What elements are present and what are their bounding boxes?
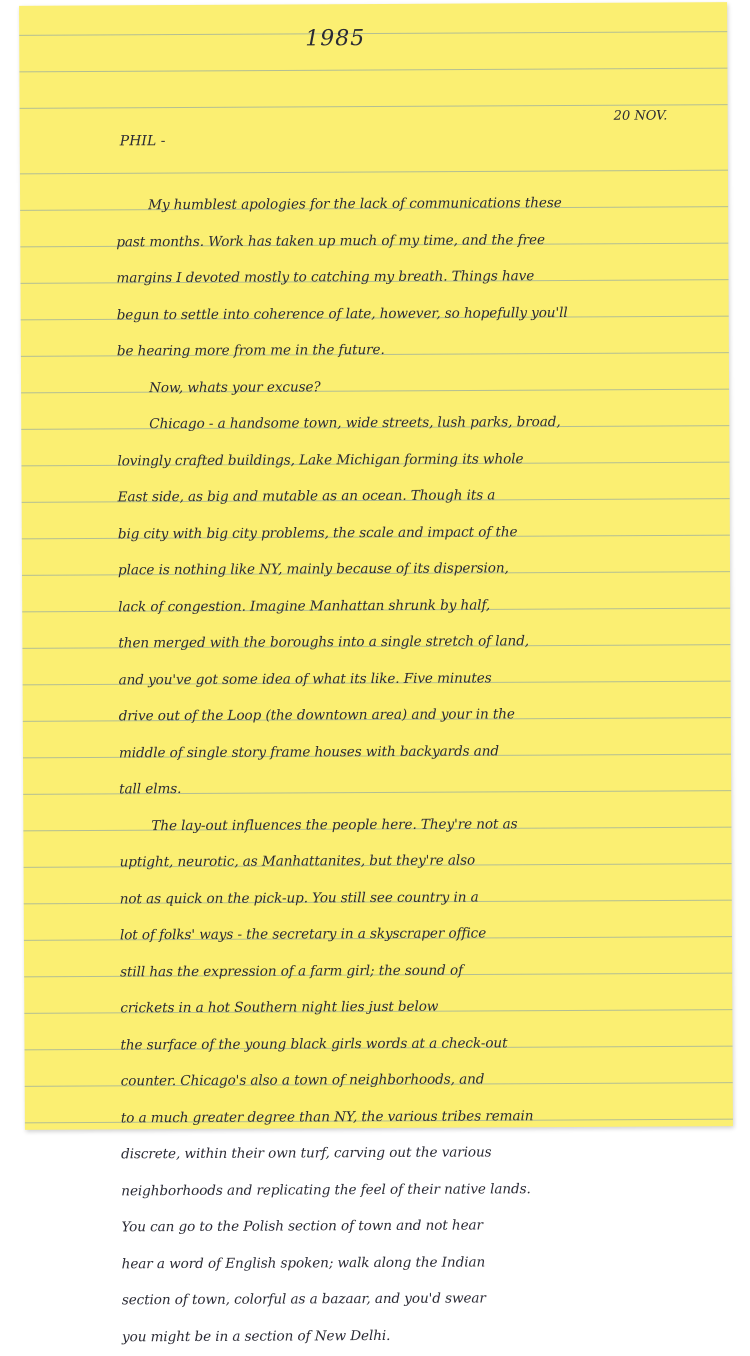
letter-line: the surface of the young black girls words at a check-out [120, 1034, 508, 1053]
legal-pad-page [19, 2, 733, 1345]
letter-line: you might be in a section of New Delhi. [121, 1327, 391, 1345]
letter-line: neighborhoods and replicating the feel of their native lands. [121, 1180, 531, 1199]
letter-date: 20 NOV. [613, 108, 668, 124]
letter-salutation: PHIL - [119, 133, 166, 150]
letter-line: Now, whats your excuse? [149, 378, 321, 396]
letter-line: lot of folks' ways - the secretary in a skyscraper office [119, 925, 487, 944]
letter-line: uptight, neurotic, as Manhattanites, but they're also [119, 852, 476, 871]
letter-line: My humblest apologies for the lack of communications these [148, 195, 562, 214]
letter-line: and you've got some idea of what its like. Five minutes [118, 669, 492, 688]
letter-line: lack of congestion. Imagine Manhattan shrunk by half, [118, 596, 491, 615]
letter-line: not as quick on the pick-up. You still see country in a [119, 888, 479, 907]
letter-line: East side, as big and mutable as an ocean. Though its a [117, 487, 496, 506]
letter-body [116, 184, 726, 1355]
letter-line: drive out of the Loop (the downtown area) and your in the [118, 706, 515, 725]
letter-line: then merged with the boroughs into a single stretch of land, [118, 633, 530, 652]
letter-line: still has the expression of a farm girl; the sound of [120, 962, 464, 980]
letter-line: counter. Chicago's also a town of neighborhoods, and [120, 1071, 485, 1090]
letter-line: be hearing more from me in the future. [116, 341, 385, 360]
letter-line: to a much greater degree than NY, the various tribes remain [120, 1107, 534, 1126]
letter-line: margins I devoted mostly to catching my breath. Things have [116, 268, 535, 287]
letter-line: tall elms. [119, 781, 182, 798]
letter-line: middle of single story frame houses with backyards and [118, 742, 500, 761]
letter-line: Chicago - a handsome town, wide streets, lush parks, broad, [149, 414, 561, 433]
letter-line: discrete, within their own turf, carving out the various [121, 1144, 492, 1163]
letter-year: 1985 [305, 26, 366, 52]
letter-line: hear a word of English spoken; walk along the Indian [121, 1253, 486, 1272]
letter-line: You can go to the Polish section of town and not hear [121, 1217, 483, 1236]
letter-line: The lay-out influences the people here. They're not as [151, 815, 518, 834]
letter-line: place is nothing like NY, mainly because of its dispersion, [117, 560, 509, 579]
letter-line: past months. Work has taken up much of my time, and the free [116, 231, 545, 250]
letter-line: crickets in a hot Southern night lies just below [120, 998, 439, 1017]
letter-line: begun to settle into coherence of late, however, so hopefully you'll [116, 304, 568, 323]
letter-line: lovingly crafted buildings, Lake Michigan forming its whole [117, 450, 524, 469]
letter-line: section of town, colorful as a bazaar, and you'd swear [121, 1290, 486, 1309]
letter-line: big city with big city problems, the scale and impact of the [117, 523, 518, 542]
